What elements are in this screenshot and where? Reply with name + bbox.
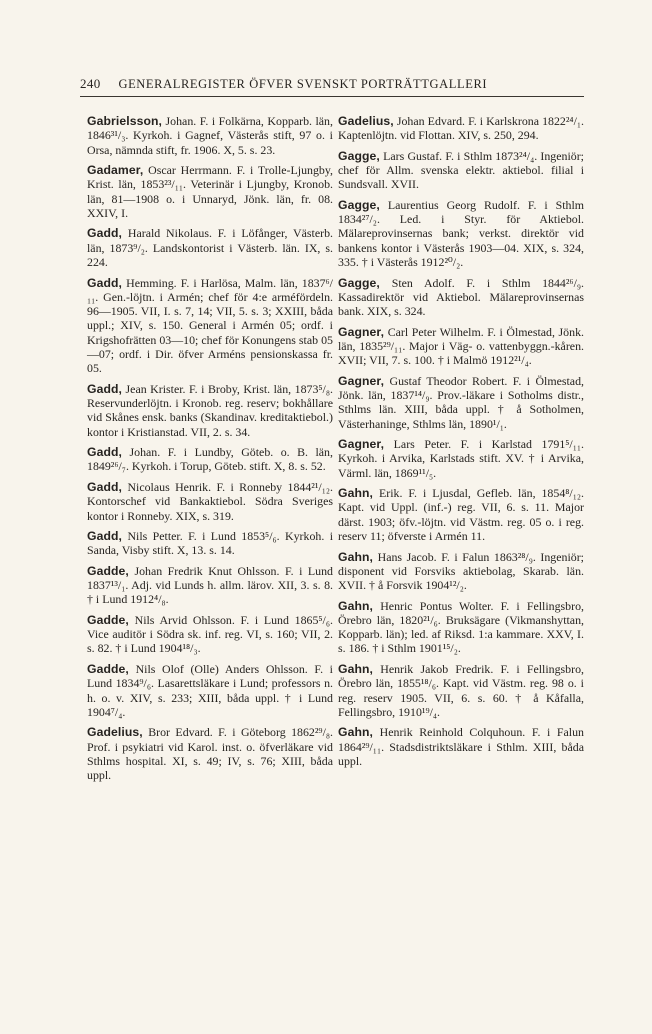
entry-surname: Gahn, [338, 486, 374, 501]
register-entry [338, 599, 584, 656]
entry-text: Hans Jacob. F. i Falun 1863²⁸/₉. Ingeniör; disponent vid Forsviks aktiebolag, Skarab. län. XVII. † å Forsvik 1904¹²/₂. [338, 549, 584, 593]
entry-surname: Gagge, [338, 275, 380, 290]
register-entry [87, 226, 333, 269]
register-entry [338, 325, 584, 368]
register-entry [338, 374, 584, 431]
entry-text: Johan Fredrik Knut Ohlsson. F. i Lund 1837¹³/₁. Adj. vid Lunds h. allm. lärov. XII, 3. s. 8. † i Lund 1912⁴/₈. [87, 563, 333, 607]
entry-text: Harald Nikolaus. F. i Löfånger, Västerb. län, 1873⁹/₂. Landskontorist i Västerb. län. IX, s. 224. [87, 226, 333, 270]
entry-surname: Gadd, [87, 479, 123, 494]
register-entry [87, 114, 333, 157]
entry-text: Oscar Herrmann. F. i Trolle-Ljungby, Krist. län, 1853²³/₁₁. Veterinär i Ljungby, Kronob. län, 81—1908 o. i Unnaryd, Jönk. län, fr. 08. XXIV, I. [87, 163, 333, 220]
entry-text: Hemming. F. i Harlösa, Malm. län, 1837⁶/₁₁. Gen.-löjtn. i Armén; chef för 4:e arméfördeln. 96—1905. VII, I. s. 7, 14; VII, 5. s. 3; XXIII, båda uppl.; XIV, s. 150. General i Armén 05; ordf. i Krigshofrätten 03—10; chef för Konungens stab 05—07; ordf. i Dir. öfver Arméns pensionskassa fr. 05. [87, 275, 333, 376]
entry-surname: Gadamer, [87, 163, 144, 178]
entry-surname: Gagge, [338, 197, 380, 212]
entry-text: Henrik Reinhold Colquhoun. F. i Falun 1864²⁹/₁₁. Stadsdistriktsläkare i Sthlm. XIII, båda uppl. [338, 725, 584, 768]
entry-surname: Gahn, [338, 549, 374, 564]
register-entry [338, 114, 584, 143]
entry-surname: Gadd, [87, 445, 123, 460]
entry-surname: Gadde, [87, 661, 129, 676]
register-entry [338, 198, 584, 269]
entry-text: Nicolaus Henrik. F. i Ronneby 1844²¹/₁₂. Kontorschef vid Bankaktiebol. Södra Sveriges kontor i Ronneby. XIX, s. 319. [87, 479, 333, 523]
entry-surname: Gahn, [338, 661, 374, 676]
entry-text: Johan. F. i Lundby, Göteb. o. B. län, 1849²⁶/₇. Kyrkoh. i Torup, Göteb. stift. X, 8. s. 52. [87, 445, 333, 474]
entry-text: Lars Peter. F. i Karlstad 1791⁵/₁₁. Kyrkoh. i Arvika, Karlstads stift. XV. † i Arvika, Värml. län, 1869¹¹/₅. [338, 437, 584, 480]
entry-text: Nils Petter. F. i Lund 1853⁵/₆. Kyrkoh. i Sanda, Visby stift. X, 13. s. 14. [87, 529, 333, 558]
entry-text: Lars Gustaf. F. i Sthlm 1873²⁴/₄. Ingeniör; chef för Allm. svenska elektr. aktiebol. filial i Sundsvall. XVII. [338, 148, 584, 192]
entry-surname: Gahn, [338, 725, 374, 740]
entry-surname: Gadd, [87, 275, 123, 290]
entry-surname: Gabrielsson, [87, 114, 163, 128]
entry-surname: Gadd, [87, 226, 123, 241]
register-entry [87, 529, 333, 558]
entry-text: Johan. F. i Folkärna, Kopparb. län, 1846³¹/₃. Kyrkoh. i Gagnef, Västerås stift, 97 o. i Orsa, nämnda stift, fr. 1906. X, 5. s. 23. [87, 114, 333, 157]
register-entry [338, 486, 584, 543]
entry-text: Henrik Jakob Fredrik. F. i Fellingsbro, Örebro län, 1855¹⁸/₆. Kapt. vid Västm. reg. 98 o. i reg. reserv 1905. VII, 6. s. 60. † å Kåfalla, Fellingsbro, 1910¹⁹/₄. [338, 661, 584, 719]
entry-text: Nils Arvid Ohlsson. F. i Lund 1865⁵/₆. Vice auditör i Södra sk. inf. reg. VI, s. 160; VII, 2. s. 82. † i Lund 1904¹⁸/₃. [87, 612, 333, 656]
register-entry [87, 564, 333, 607]
running-header [80, 76, 584, 92]
register-entry [87, 163, 333, 220]
register-entry [338, 149, 584, 192]
register-entry [87, 382, 333, 439]
header-rule [80, 96, 584, 97]
register-entry [87, 725, 333, 782]
register-entry [87, 662, 333, 719]
entry-surname: Gadd, [87, 529, 123, 544]
entry-text: Henric Pontus Wolter. F. i Fellingsbro, Örebro län, 1820²¹/₆. Bruksägare (Vikmanshyttan, Kopparb. län); led. af Riksd. 1:a kammare. XXV, I. s. 186. † i Sthlm 1901¹⁵/₂. [338, 598, 584, 656]
register-entry [87, 480, 333, 523]
register-entry [87, 276, 333, 376]
left-column [87, 114, 333, 789]
entry-surname: Gagner, [338, 437, 385, 452]
register-entry [338, 662, 584, 719]
register-entry [87, 613, 333, 656]
entry-text: Jean Krister. F. i Broby, Krist. län, 1873⁵/₈. Reservunderlöjtn. i Kronob. reg. reserv; bokhållare vid Skånes ensk. banks (Skandinav. kreditaktiebol.) kontor i Kristianstad. VII, 2. s. 34. [87, 381, 333, 439]
register-entry [338, 725, 584, 768]
register-entry [338, 437, 584, 480]
entry-text: Gustaf Theodor Robert. F. i Ölmestad, Jönk. län, 1837¹⁴/₉. Prov.-läkare i Sotholms distr., Sthlms län. XIII, båda uppl. † å Sotholmen, Västerhaninge, Sthlms län, 1890¹/₁. [338, 373, 584, 431]
entry-surname: Gagner, [338, 373, 385, 388]
entry-surname: Gadde, [87, 612, 129, 627]
entry-surname: Gahn, [338, 598, 374, 613]
register-entry [338, 550, 584, 593]
entry-text: Bror Edvard. F. i Göteborg 1862²⁹/₈. Prof. i psykiatri vid Karol. inst. o. öfverläkare vid Sthlms hospital. XI, s. 49; IV, s. 76; XIII, båda uppl. [87, 725, 333, 783]
entry-text: Sten Adolf. F. i Sthlm 1844²⁶/₉. Kassadirektör vid Aktiebol. Mälareprovinsernas bank. XIX, s. 324. [338, 275, 584, 319]
entry-surname: Gadde, [87, 563, 129, 578]
entry-text: Carl Peter Wilhelm. F. i Ölmestad, Jönk. län, 1835²⁹/₁₁. Major i Väg- o. vattenbyggn.-kåren. XVII; VII, 7. s. 100. † i Malmö 1912²¹/₄. [338, 324, 584, 368]
entry-surname: Gadelius, [338, 114, 394, 128]
page-number: 240 [80, 76, 101, 91]
entry-text: Laurentius Georg Rudolf. F. i Sthlm 1834²⁷/₂. Led. i Styr. för Aktiebol. Mälareprovinsernas bank; verkst. direktör vid bankens kontor i Västerås 1903—04. XIX, s. 324, 335. † i Västerås 1912²⁰/₂. [338, 197, 584, 270]
entry-text: Johan Edvard. F. i Karlskrona 1822²⁴/₁. Kaptenlöjtn. vid Flottan. XIV, s. 250, 294. [338, 114, 584, 143]
entry-text: Erik. F. i Ljusdal, Gefleb. län, 1854⁸/₁₂. Kapt. vid Uppl. (inf.-) reg. VII, 6. s. 11. Major därst. 1903; öfv.-löjtn. vid Västm. reg. 05 o. i reg. reserv 11; öfverste i Armén 11. [338, 486, 584, 544]
entry-text: Nils Olof (Olle) Anders Ohlsson. F. i Lund 1834⁹/₆. Lasarettsläkare i Lund; professors n. h. o. v. XIV, s. 233; XIII, båda uppl. † i Lund 1904⁷/₄. [87, 661, 333, 719]
entry-surname: Gagge, [338, 148, 380, 163]
entry-surname: Gadd, [87, 381, 123, 396]
register-entry [338, 276, 584, 319]
register-entry [87, 445, 333, 474]
entry-surname: Gadelius, [87, 725, 143, 740]
right-column [338, 114, 584, 774]
entry-surname: Gagner, [338, 324, 385, 339]
running-title: GENERALREGISTER ÖFVER SVENSKT PORTRÄTTGALLERI [118, 77, 488, 91]
